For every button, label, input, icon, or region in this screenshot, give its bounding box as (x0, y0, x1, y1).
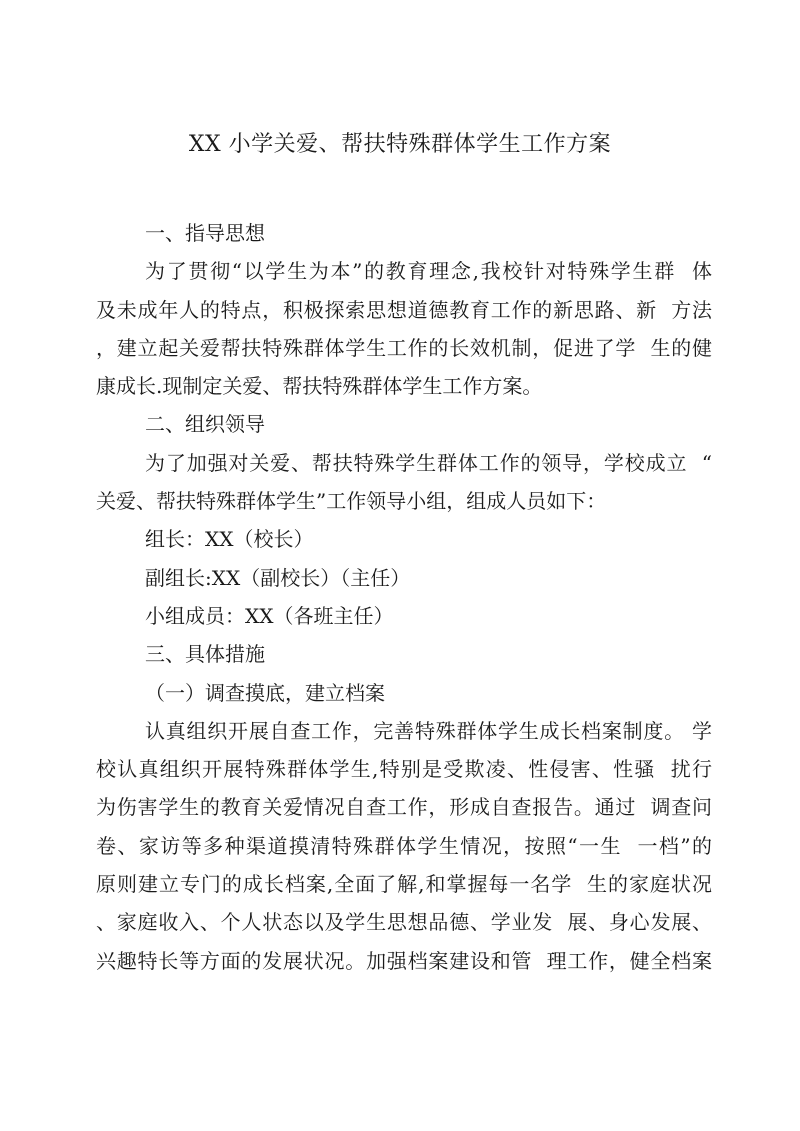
text-line: 二、组织领导 (145, 412, 265, 437)
text-line: 关爱、帮扶特殊群体学生”工作领导小组，组成人员如下： (96, 489, 607, 514)
text-line: 组长：XX（校长） (145, 527, 314, 552)
text-line: 三、具体措施 (145, 642, 265, 667)
text-line: 认真组织开展自查工作，完善特殊群体学生成长档案制度。 学 (145, 718, 712, 743)
text-line: 、家庭收入、个人状态以及学生思想品德、学业发 展、身心发展、 (96, 910, 712, 935)
document-title: XX 小学关爱、帮扶特殊群体学生工作方案 (188, 132, 612, 157)
text-line: 兴趣特长等方面的发展状况。加强档案建设和管 理工作，健全档案 (96, 948, 712, 973)
text-line: 为了加强对关爱、帮扶特殊学生群体工作的领导，学校成立 “ (145, 450, 712, 475)
text-line: （一）调查摸底，建立档案 (145, 680, 385, 705)
document-body (96, 214, 712, 980)
text-line: 一、指导思想 (145, 221, 265, 245)
text-line: 为了贯彻“以学生为本”的教育理念,我校针对特殊学生群 体 (145, 259, 712, 284)
text-line: 原则建立专门的成长档案,全面了解,和掌握每一名学 生的家庭状况 (96, 872, 712, 897)
text-line: ，建立起关爱帮扶特殊群体学生工作的长效机制，促进了学 生的健 (96, 335, 712, 360)
text-line: 副组长:XX（副校长）（主任） (145, 565, 411, 590)
text-line: 为伤害学生的教育关爱情况自查工作，形成自查报告。通过 调查问 (96, 795, 712, 820)
text-line: 校认真组织开展特殊群体学生,特别是受欺凌、性侵害、性骚 扰行 (96, 757, 712, 782)
text-line: 康成长.现制定关爱、帮扶特殊群体学生工作方案。 (96, 374, 543, 399)
text-line: 小组成员：XX（各班主任） (145, 603, 394, 628)
text-line: 及未成年人的特点，积极探索思想道德教育工作的新思路、新 方法 (96, 297, 712, 322)
text-line: 卷、家访等多种渠道摸清特殊群体学生情况，按照“一生 一档”的 (96, 833, 712, 858)
